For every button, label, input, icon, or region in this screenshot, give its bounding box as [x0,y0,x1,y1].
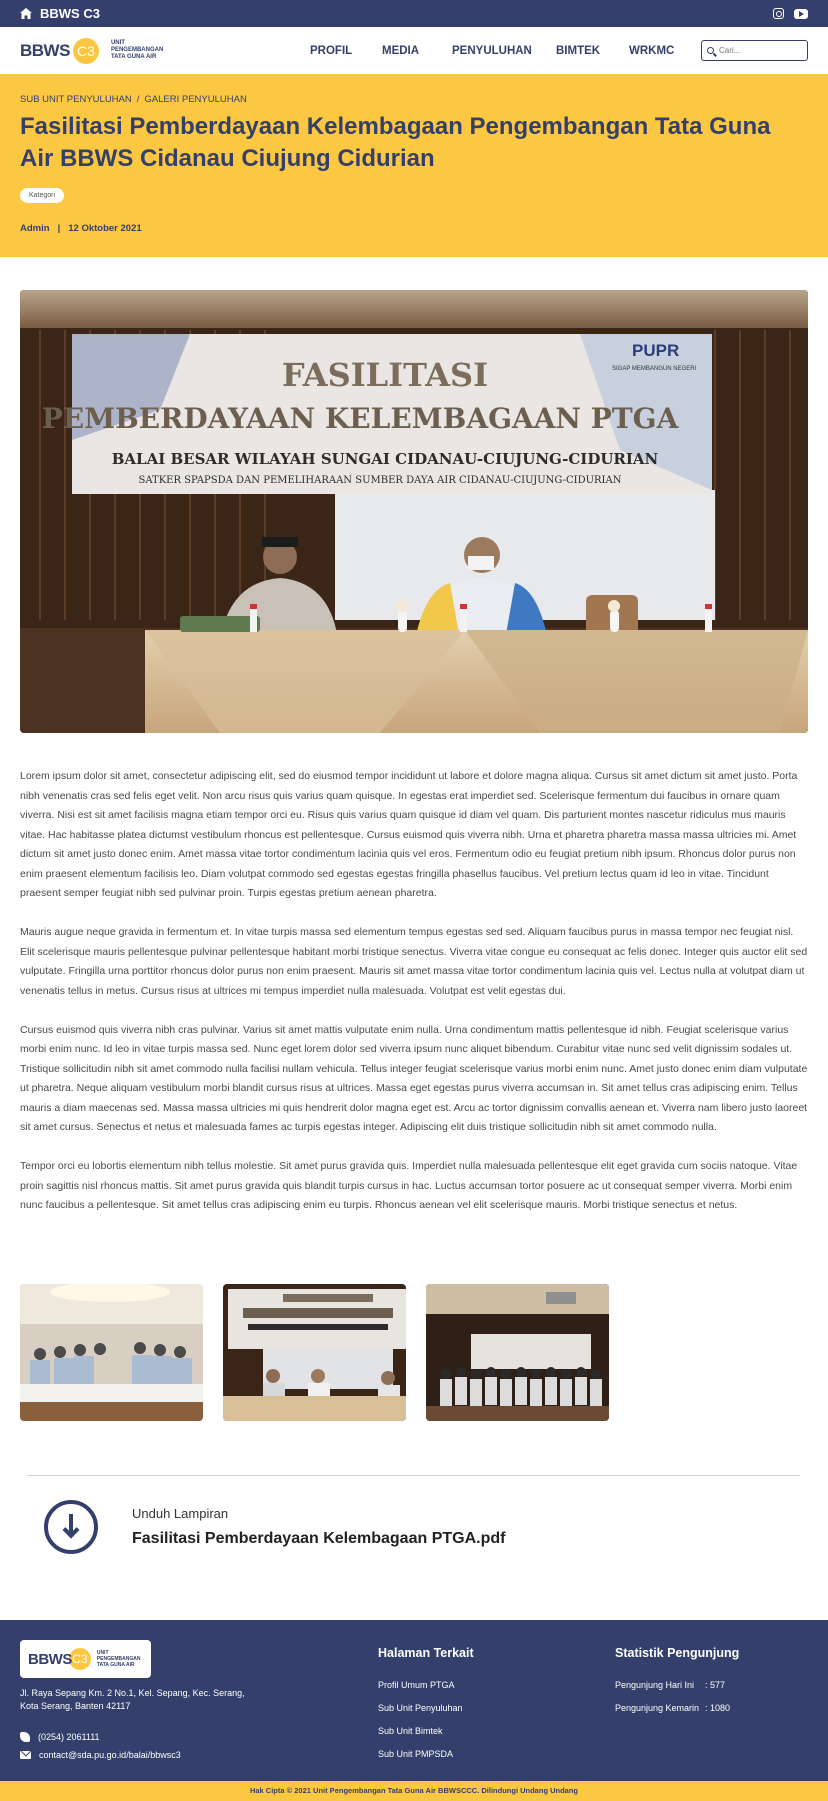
footer-link-profil[interactable]: Profil Umum PTGA [378,1680,455,1690]
post-date: 12 Oktober 2021 [68,223,142,234]
stat-label: Pengunjung Kemarin [615,1703,700,1713]
site-logo[interactable] [20,38,171,64]
featured-photo [20,290,808,733]
footer-links-title: Halaman Terkait [378,1646,474,1660]
stat-value: : 1080 [705,1703,731,1713]
footer-logo-text: BBWS [28,1650,72,1668]
main-nav [0,27,828,74]
address-line-2: Kota Serang, Banten 42117 [20,1701,131,1711]
site-name: BBWS C3 [40,6,100,21]
logo-badge: C3 [73,38,99,64]
article-paragraph: Cursus euismod quis viverra nibh cras pulvinar. Varius sit amet mattis vulputate enim nulla. Urna condimentum mattis pellentesque id nibh. Feugiat scelerisque varius morbi enim nunc. Id leo in vitae turpis massa sed. Nunc eget lorem dolor sed viverra ipsum nunc aliquet bibendum. Curabitur vitae nunc sed velit dignissim sodales ut. Tristique sollicitudin nibh sit amet commodo nulla facilisi nullam vehicula. Tellus integer feugiat scelerisque varius morbi enim nunc. Amet justo donec enim diam vulputate ut pharetra. Neque aliquam vestibulum morbi blandit cursus risus at ultrices. Massa eget egestas purus viverra accumsan in. Sit amet tellus cras adipiscing enim. Tellus mauris a diam maecenas sed. Massa massa ultricies mi quis hendrerit dolor magna eget est. Arcu ac tortor dignissim convallis aenean et. Viverra nam libero justo laoreet sit amet cursus. Senectus et netus et malesuada fames ac turpis egestas integer. Adipiscing elit duis tristique sollicitudin nibh sit amet commodo nulla. [20,1023,808,1133]
footer-stats [615,1646,739,1726]
stat-row [615,1680,739,1690]
search-icon[interactable] [707,47,714,54]
footer-stats-title: Statistik Pengunjung [615,1646,740,1660]
stat-value: : 577 [705,1680,726,1690]
search-input[interactable] [719,46,799,55]
phone-icon [20,1732,30,1742]
nav-item-penyuluhan[interactable]: PENYULUHAN [452,44,532,57]
home-icon [20,8,32,19]
nav-item-bimtek[interactable]: BIMTEK [556,44,601,57]
search-box [701,40,808,61]
top-bar-brand[interactable] [20,6,100,21]
footer-email[interactable]: contact@sda.pu.go.id/balai/bbwsc3 [39,1750,181,1760]
breadcrumb-item-unit[interactable]: SUB UNIT PENYULUHAN [20,94,132,105]
logo-subtitle: UNIT PENGEMBANGAN TATA GUNA AIR [110,40,164,60]
nav-item-profil[interactable]: PROFIL [310,44,353,57]
footer-links [378,1646,474,1772]
gallery-thumb-3[interactable] [426,1284,609,1421]
address-line-1: Jl. Raya Sepang Km. 2 No.1, Kel. Sepang, Kec. Serang, [20,1688,245,1698]
gallery-thumb-1[interactable] [20,1284,203,1421]
footer-logo[interactable] [20,1640,151,1678]
footer-logo-subtitle: UNIT PENGEMBANGAN TATA GUNA AIR [96,1650,141,1668]
footer-link-penyuluhan[interactable]: Sub Unit Penyuluhan [378,1703,463,1713]
copyright-bar: Hak Cipta © 2021 Unit Pengembangan Tata Guna Air BBWSCCC. Dilindungi Undang Undang [0,1781,828,1801]
mail-icon [20,1751,31,1759]
breadcrumb-item-galeri[interactable]: GALERI PENYULUHAN [144,94,247,105]
footer-logo-badge: C3 [69,1648,91,1670]
page-title: Fasilitasi Pemberdayaan Kelembagaan Pengembangan Tata Guna Air BBWS Cidanau Ciujung Cidurian [20,113,771,172]
footer-address [20,1687,260,1713]
featured-photo-illustration [20,290,808,733]
breadcrumb [20,94,808,105]
youtube-icon[interactable] [794,9,808,19]
footer-phone[interactable]: (0254) 2061111 [38,1732,100,1742]
instagram-icon[interactable] [773,8,784,19]
banner-text-3: BALAI BESAR WILAYAH SUNGAI CIDANAU-CIUJUNG-CIDURIAN [111,450,659,468]
top-bar [0,0,828,27]
banner-text-1: FASILITASI [281,356,489,394]
nav-item-wrkmc[interactable]: WRKMC [629,44,675,57]
banner-logo: PUPR [632,341,680,360]
article-paragraph: Lorem ipsum dolor sit amet, consectetur adipiscing elit, sed do eiusmod tempor incididunt ut labore et dolore magna aliqua. Cursus sit amet dictum sit amet justo. Porta nibh venenatis cras sed felis eget velit. Non arcu risus quis varius quam quisque. In egestas erat imperdiet sed. Scelerisque fermentum dui faucibus in ornare quam viverra. Nisi est sit amet facilisis magna etiam tempor orci eu. Risus quis varius quam quisque id diam vel quam. Dis parturient montes nascetur ridiculus mus mauris vitae. Hac habitasse platea dictumst vestibulum rhoncus est pellentesque. Cursus euismod quis viverra nibh. Urna et pharetra pharetra massa massa ultricies mi. Amet dictum sit amet justo donec enim. Amet massa vitae tortor condimentum lacinia quis vel eros. Fermentum odio eu feugiat pretium nibh ipsum. Rhoncus dolor purus non enim praesent elementum facilisis leo. Diam volutpat commodo sed egestas egestas fringilla phasellus faucibus. Vel pretium lectus quam id leo in vitae. Tincidunt praesent semper feugiat nibh sed pulvinar proin. Turpis egestas pretium aenean pharetra. [20,770,798,899]
banner-text-2: PEMBERDAYAAN KELEMBAGAAN PTGA [41,402,679,435]
banner-text-4: SATKER SPAPSDA DAN PEMELIHARAAN SUMBER DAYA AIR CIDANAU-CIUJUNG-CIDURIAN [138,475,622,486]
attachment-download[interactable] [44,1500,505,1554]
footer-link-pmpsda[interactable]: Sub Unit PMPSDA [378,1749,454,1759]
article-paragraph: Tempor orci eu lobortis elementum nibh tellus molestie. Sit amet purus gravida quis. Imperdiet nulla malesuada pellentesque elit eget gravida cum sociis natoque. Vitae proin sagittis nisl rhoncus mattis. Sit amet purus gravida quis blandit turpis cursus in hac. Luctus accumsan tortor posuere ac ut consequat semper viverra. Morbi enim nunc faucibus a pellentesque. Sit amet tellus cras adipiscing enim eu turpis. Rhoncus aenean vel elit scelerisque mauris. Morbi tristique senectus et netus. [20,1160,798,1211]
site-footer [0,1620,828,1781]
article-body [20,767,808,1235]
stat-label: Pengunjung Hari Ini [615,1680,695,1690]
post-meta [20,223,808,234]
section-divider [28,1475,800,1476]
category-badge[interactable]: Kategori [20,188,64,203]
download-icon[interactable] [44,1500,98,1554]
article-header [0,74,828,257]
nav-item-media[interactable]: MEDIA [382,44,420,57]
meta-separator: | [57,223,61,234]
breadcrumb-separator: / [136,94,140,105]
footer-contact [20,1732,181,1768]
stat-row [615,1703,739,1713]
attachment-filename[interactable]: Fasilitasi Pemberdayaan Kelembagaan PTGA.pdf [132,1530,506,1547]
footer-link-bimtek[interactable]: Sub Unit Bimtek [378,1726,443,1736]
gallery-thumb-2[interactable] [223,1284,406,1421]
photo-gallery [20,1284,609,1421]
article-paragraph: Mauris augue neque gravida in fermentum et. In vitae turpis massa sed elementum tempus egestas sed sed. Aliquam faucibus purus in massa tempor nec feugiat nisl. Elit scelerisque mauris pellentesque pulvinar pellentesque habitant morbi tristique senectus. Viverra vitae congue eu consequat ac felis donec. Integer quis auctor elit sed vulputate. Fringilla urna porttitor rhoncus dolor purus non enim praesent. Mauris sit amet massa vitae tortor condimentum lacinia quis vel. Lectus nulla at volutpat diam ut venenatis tellus in metus. Cursus risus at ultrices mi tempus imperdiet nulla malesuada. Volutpat est velit egestas dui. [20,926,808,997]
attachment-label: Unduh Lampiran [132,1506,229,1521]
logo-text: BBWS [20,40,70,60]
post-author: Admin [20,223,50,234]
banner-logo-sub: SIGAP MEMBANGUN NEGERI [612,366,697,372]
